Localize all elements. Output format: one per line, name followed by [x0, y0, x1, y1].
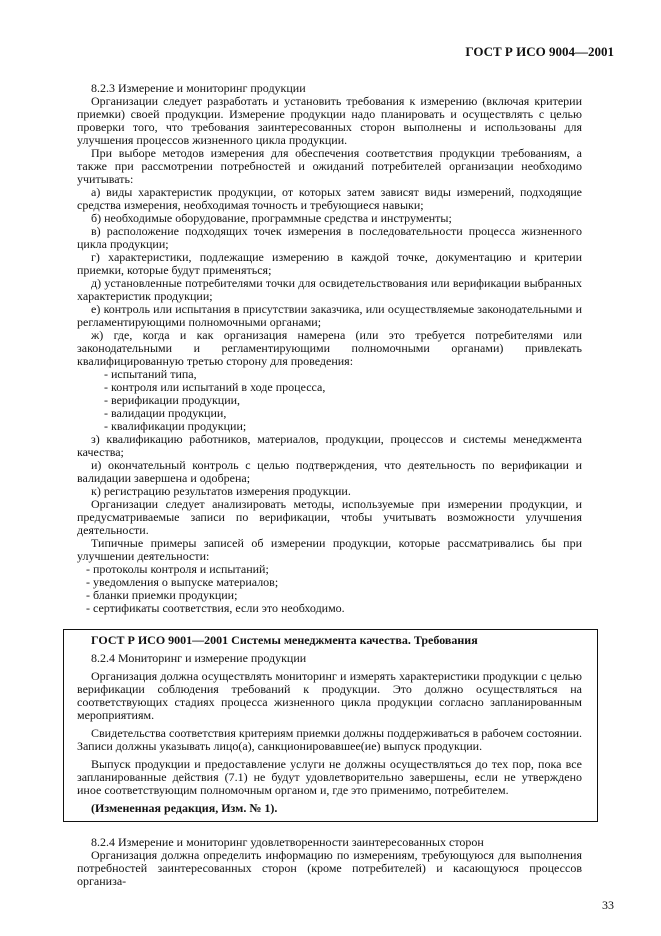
sub-list-item: - испытаний типа,	[104, 367, 197, 381]
sub-list-item: - валидации продукции,	[104, 406, 227, 420]
record-item: - протоколы контроля и испытаний;	[86, 562, 269, 576]
paragraph: Организации следует разработать и установить требования к измерению (включая критерии приемки) своей продукции. Измерение продукции надо планировать и осуществлять с целью проверки того, что требования заинтересованных сторон выполнены и использованы для улучшения процессов жизненного цикла продукции.	[77, 94, 582, 147]
list-item: г) характеристики, подлежащие измерению в каждой точке, документацию и критерии приемки, которые будут применяться;	[77, 250, 582, 277]
paragraph: Типичные примеры записей об измерении продукции, которые рассматривались бы при улучшении деятельности:	[77, 536, 582, 563]
sub-list-item: - квалификации продукции;	[104, 419, 247, 433]
amendment-note: (Измененная редакция, Изм. № 1).	[91, 801, 278, 815]
list-item: ж) где, когда и как организация намерена (или это требуется потребителями или законодательными и регламентирующими полномочными органами) привлекать квалифицированную третью сторону для проведения:	[77, 328, 582, 368]
quoted-standard-box	[63, 629, 598, 822]
document-page	[63, 44, 614, 912]
box-title: ГОСТ Р ИСО 9001—2001 Системы менеджмента качества. Требования	[91, 633, 478, 647]
list-item: б) необходимые оборудование, программные средства и инструменты;	[91, 211, 452, 225]
record-item: - бланки приемки продукции;	[86, 588, 238, 602]
page-number: 33	[602, 898, 614, 912]
sub-list-item: - верификации продукции,	[104, 393, 241, 407]
list-item: е) контроль или испытания в присутствии заказчика, или осуществляемые законодательными и регламентирующими полномочными органами;	[77, 302, 582, 329]
list-item: и) окончательный контроль с целью подтверждения, что деятельность по верификации и валидации завершена и одобрена;	[77, 458, 582, 485]
record-item: - сертификаты соответствия, если это необходимо.	[86, 601, 345, 615]
paragraph: Организация должна определить информацию по измерениям, требующуюся для выполнения потребностей заинтересованных сторон (кроме потребителей) и касающуюся процессов организа-	[77, 848, 582, 888]
list-item: к) регистрацию результатов измерения продукции.	[91, 484, 351, 498]
list-item: а) виды характеристик продукции, от которых затем зависят виды измерений, подходящие средства измерения, необходимая точность и требующиеся навыки;	[77, 185, 582, 212]
box-paragraph: Выпуск продукции и предоставление услуги не должны осуществляться до тех пор, пока все запланированные действия (7.1) не будут удовлетворительно завершены, если не утверждено иное соответствующим полномочным органом и, где это применимо, потребителем.	[77, 757, 582, 797]
box-paragraph: Свидетельства соответствия критериям приемки должны поддерживаться в рабочем состоянии. Записи должны указывать лицо(а), санкционировавшее(ие) выпуск продукции.	[77, 726, 582, 753]
main-text	[77, 82, 582, 615]
box-paragraph: Организация должна осуществлять мониторинг и измерять характеристики продукции с целью верификации соблюдения требований к продукции. Это должно осуществляться на соответствующих стадиях процесса жизненного цикла продукции согласно запланированным мероприятиям.	[77, 669, 582, 722]
list-item: з) квалификацию работников, материалов, продукции, процессов и системы менеджмента качества;	[77, 432, 582, 459]
document-header: ГОСТ Р ИСО 9004—2001	[465, 44, 614, 59]
record-item: - уведомления о выпуске материалов;	[86, 575, 279, 589]
tail-text	[77, 836, 582, 888]
list-item: д) установленные потребителями точки для освидетельствования или верификации выбранных характеристик продукции;	[77, 276, 582, 303]
box-heading: 8.2.4 Мониторинг и измерение продукции	[91, 651, 307, 665]
section-heading: 8.2.4 Измерение и мониторинг удовлетворенности заинтересованных сторон	[91, 835, 484, 849]
list-item: в) расположение подходящих точек измерения в последовательности процесса жизненного цикла продукции;	[77, 224, 582, 251]
section-heading: 8.2.3 Измерение и мониторинг продукции	[91, 81, 306, 95]
paragraph: При выборе методов измерения для обеспечения соответствия продукции требованиям, а также при рассмотрении потребностей и ожиданий потребителей организации необходимо учитывать:	[77, 146, 582, 186]
sub-list-item: - контроля или испытаний в ходе процесса,	[104, 380, 326, 394]
paragraph: Организации следует анализировать методы, используемые при измерении продукции, и предусматриваемые записи по верификации, чтобы учитывать возможности улучшения деятельности.	[77, 497, 582, 537]
